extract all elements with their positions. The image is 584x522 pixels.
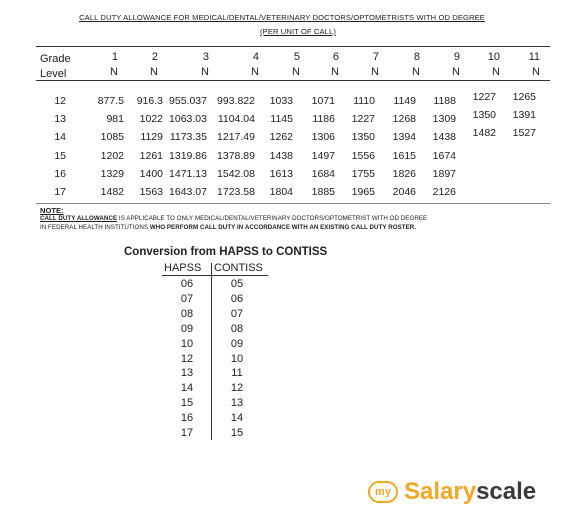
allowance-cell: 1149 <box>393 95 416 107</box>
contiss-cell: 05 <box>230 278 244 290</box>
allowance-cell: 1350 <box>472 109 496 122</box>
allowance-cell: 1145 <box>270 113 293 126</box>
allowance-cell: 1110 <box>353 95 375 107</box>
allowance-cell: 1306 <box>311 131 335 144</box>
grade-level-cell: 13 <box>54 113 66 126</box>
hapss-cell: 09 <box>180 322 194 335</box>
allowance-cell: 1227 <box>472 91 496 103</box>
document-subtitle: (PER UNIT OF CALL) <box>260 27 336 36</box>
allowance-cell: 1261 <box>139 149 163 162</box>
grade-level-cell: 16 <box>54 167 66 180</box>
allowance-cell: 1391 <box>512 109 536 122</box>
step-unit: N <box>452 66 460 78</box>
allowance-cell: 1202 <box>100 149 124 162</box>
note-line-1 <box>40 215 427 222</box>
allowance-cell: 1438 <box>269 149 293 162</box>
allowance-cell: 1309 <box>432 113 456 126</box>
step-unit: N <box>150 66 158 78</box>
allowance-cell: 1319.86 <box>169 149 207 162</box>
note-line-2-bold: WHO PERFORM CALL DUTY IN ACCORDANCE WITH AN EXISTING CALL DUTY ROSTER. <box>149 224 417 231</box>
allowance-cell: 1885 <box>311 186 335 198</box>
allowance-cell: 877.5 <box>97 95 124 107</box>
logo-brand-salary: Salary <box>404 478 477 505</box>
contiss-cell: 15 <box>230 427 244 439</box>
hapss-cell: 13 <box>180 367 194 380</box>
step-header: 5 <box>293 51 300 63</box>
allowance-cell: 955.037 <box>169 95 207 107</box>
step-header: 11 <box>528 51 540 63</box>
table-header-rule <box>36 80 550 81</box>
grade-level-cell: 17 <box>54 186 66 198</box>
step-header: 7 <box>372 51 379 63</box>
allowance-cell: 1643.07 <box>169 186 207 198</box>
allowance-cell: 2126 <box>432 186 456 198</box>
allowance-cell: 916.3 <box>136 95 163 107</box>
grade-header-bottom: Level <box>40 68 67 80</box>
allowance-cell: 1173.35 <box>169 131 207 144</box>
allowance-cell: 1471.13 <box>169 167 207 180</box>
allowance-cell: 1268 <box>392 113 416 126</box>
allowance-cell: 1400 <box>139 167 163 180</box>
allowance-cell: 1188 <box>433 95 456 107</box>
grade-level-cell: 15 <box>54 149 66 162</box>
allowance-cell: 1262 <box>269 131 293 144</box>
hapss-cell: 15 <box>180 397 194 410</box>
mysalaryscale-logo <box>368 478 536 506</box>
step-unit: N <box>412 66 420 78</box>
allowance-cell: 1329 <box>100 167 124 180</box>
allowance-cell: 1033 <box>269 95 293 107</box>
logo-brand-scale: scale <box>476 478 537 505</box>
table-top-rule <box>36 46 550 47</box>
step-unit: N <box>371 66 379 78</box>
contiss-cell: 09 <box>230 337 244 350</box>
allowance-cell: 1563 <box>139 186 163 198</box>
contiss-cell: 12 <box>230 382 244 395</box>
document-title: CALL DUTY ALLOWANCE FOR MEDICAL/DENTAL/VETERINARY DOCTORS/OPTOMETRISTS WITH OD DEGREE <box>79 13 485 22</box>
contiss-cell: 07 <box>230 307 244 320</box>
allowance-cell: 1615 <box>392 149 416 162</box>
step-header: 1 <box>111 51 118 63</box>
step-header: 8 <box>413 51 420 63</box>
grade-header-top: Grade <box>40 53 71 65</box>
allowance-cell: 1542.08 <box>217 167 255 180</box>
contiss-cell: 10 <box>230 352 244 365</box>
allowance-cell: 1755 <box>351 167 375 180</box>
contiss-cell: 11 <box>231 367 243 380</box>
allowance-cell: 993.822 <box>217 95 255 107</box>
hapss-cell: 14 <box>180 382 194 395</box>
allowance-cell: 1556 <box>351 149 375 162</box>
conversion-col-hapss: HAPSS <box>164 262 202 274</box>
conversion-title: Conversion from HAPSS to CONTISS <box>124 246 328 258</box>
step-unit: N <box>331 66 339 78</box>
contiss-cell: 13 <box>230 397 244 410</box>
allowance-cell: 1482 <box>100 186 124 198</box>
allowance-cell: 1674 <box>432 149 456 162</box>
contiss-cell: 06 <box>230 292 244 305</box>
allowance-cell: 1497 <box>311 149 335 162</box>
allowance-cell: 1085 <box>100 131 124 144</box>
allowance-cell: 1186 <box>312 113 335 126</box>
logo-mark: my <box>368 481 398 503</box>
allowance-cell: 1527 <box>512 127 536 140</box>
step-unit: N <box>201 66 209 78</box>
allowance-cell: 1613 <box>269 167 293 180</box>
step-unit: N <box>292 66 300 78</box>
allowance-cell: 1897 <box>432 167 456 180</box>
conversion-col-contiss: CONTISS <box>214 262 263 274</box>
allowance-cell: 1071 <box>311 95 335 107</box>
grade-level-cell: 14 <box>54 131 66 144</box>
allowance-cell: 1217.49 <box>217 131 255 144</box>
note-heading: NOTE: <box>40 206 64 215</box>
allowance-cell: 1350 <box>351 131 375 144</box>
allowance-cell: 1438 <box>432 131 456 144</box>
allowance-cell: 981 <box>106 113 124 126</box>
allowance-cell: 1684 <box>311 167 335 180</box>
allowance-cell: 1965 <box>351 186 375 198</box>
table-bottom-rule <box>36 203 550 204</box>
hapss-cell: 12 <box>180 352 194 365</box>
note-line-2-plain: IN FEDERAL HEALTH INSTITUTIONS <box>40 224 150 231</box>
allowance-cell: 1394 <box>392 131 416 144</box>
contiss-cell: 14 <box>230 412 244 425</box>
allowance-cell: 1826 <box>392 167 416 180</box>
allowance-cell: 1265 <box>512 91 536 103</box>
allowance-cell: 1129 <box>140 131 163 144</box>
hapss-cell: 17 <box>180 427 194 439</box>
step-header: 2 <box>151 51 158 63</box>
step-header: 6 <box>332 51 339 63</box>
step-unit: N <box>110 66 118 78</box>
hapss-cell: 07 <box>180 292 194 305</box>
step-unit: N <box>492 66 500 78</box>
hapss-cell: 08 <box>180 307 194 320</box>
allowance-cell: 1723.58 <box>217 186 255 198</box>
step-unit: N <box>532 66 540 78</box>
contiss-cell: 08 <box>230 322 244 335</box>
note-line-1-rest: IS APPLICABLE TO ONLY MEDICAL/DENTAL/VETERINARY DOCTORS/OPTOMETRIST WITH OD DEGREE <box>117 215 428 222</box>
hapss-cell: 06 <box>180 278 194 290</box>
conversion-divider <box>211 263 212 440</box>
allowance-cell: 2046 <box>392 186 416 198</box>
step-header: 10 <box>487 51 500 63</box>
hapss-cell: 10 <box>180 337 194 350</box>
allowance-cell: 1482 <box>472 127 496 140</box>
allowance-cell: 1104.04 <box>217 113 255 126</box>
allowance-cell: 1804 <box>269 186 293 198</box>
conversion-header-rule <box>162 275 268 276</box>
allowance-cell: 1022 <box>139 113 163 126</box>
step-header: 3 <box>202 51 209 63</box>
step-header: 9 <box>453 51 460 63</box>
note-line-2 <box>40 224 416 231</box>
step-header: 4 <box>252 51 259 63</box>
allowance-cell: 1378.89 <box>217 149 255 162</box>
step-unit: N <box>251 66 259 78</box>
allowance-cell: 1227 <box>351 113 375 126</box>
note-line-1-bold: CALL DUTY ALLOWANCE <box>40 215 118 222</box>
allowance-cell: 1063.03 <box>169 113 207 126</box>
hapss-cell: 16 <box>180 412 194 425</box>
grade-level-cell: 12 <box>54 95 66 107</box>
